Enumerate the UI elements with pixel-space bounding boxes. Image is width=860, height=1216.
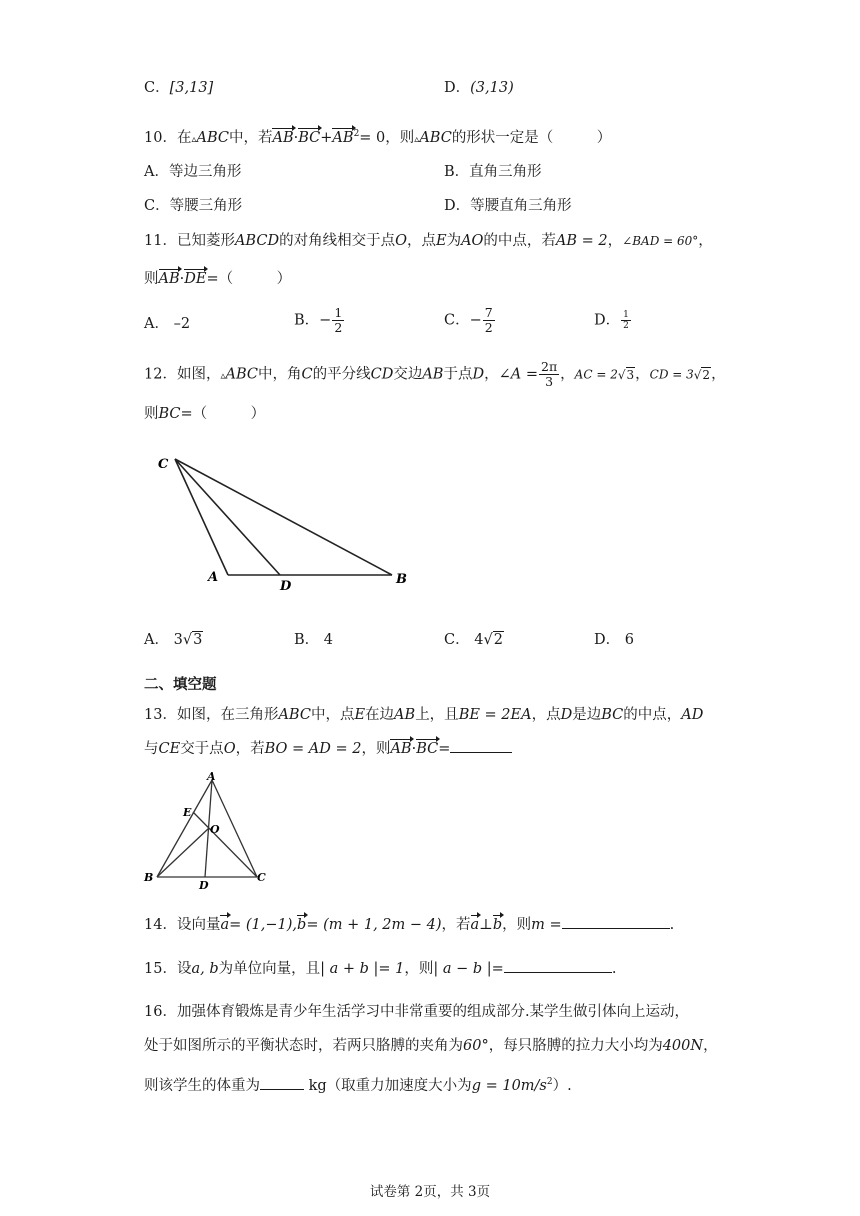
answer-blank[interactable] [450, 738, 512, 753]
q10-option-a: A．等边三角形 [144, 164, 242, 180]
text: ，点 [531, 707, 561, 723]
vector: DE [184, 271, 207, 287]
q11-option-c [444, 306, 496, 335]
text: ， [698, 233, 713, 249]
math: AC = 2 [574, 367, 618, 382]
coefficient: 3 [173, 632, 183, 648]
radicand: 3 [193, 632, 203, 648]
label-b: B [396, 572, 407, 587]
option-label: D． [444, 80, 471, 96]
coefficient: 4 [474, 632, 484, 648]
text: ）. [552, 1077, 572, 1094]
label-b: B [144, 871, 154, 884]
q12-option-b [294, 630, 333, 650]
triangle-icon: ▵ [191, 133, 197, 145]
option-label: D． [594, 312, 621, 329]
option-label: B． [294, 312, 320, 329]
vector: AB [272, 129, 294, 146]
math: ABC [278, 707, 311, 723]
text: · [293, 129, 299, 146]
vector: AB [332, 129, 354, 146]
text: 12．如图， [144, 366, 221, 383]
text: ， [635, 366, 650, 383]
label-a: A [208, 570, 219, 585]
text: 11．已知菱形 [144, 233, 235, 249]
text: = 0，则 [359, 129, 415, 146]
label-d: D [199, 879, 209, 890]
text: 在边 [365, 707, 395, 723]
text: 上，且 [415, 707, 459, 723]
text: ， [560, 366, 575, 383]
numerator: 2π [541, 359, 558, 374]
q15-stem [144, 958, 616, 979]
vector: a [220, 917, 230, 933]
text: ， [711, 366, 726, 383]
option-value: [3,13] [169, 80, 214, 96]
text: 15．设 [144, 961, 192, 977]
math: a, b [191, 961, 219, 977]
math: O [395, 233, 407, 249]
segment-ce [193, 812, 257, 877]
label-d: D [280, 579, 292, 594]
text: 为 [446, 233, 462, 249]
text: =（ ） [206, 271, 292, 287]
math: ∠BAD = 60° [622, 234, 699, 248]
q12-stem-line1 [144, 360, 726, 389]
text: ，则 [361, 741, 391, 757]
numerator: 1 [623, 310, 629, 320]
math: 60° [463, 1038, 489, 1054]
label-c: C [158, 457, 169, 472]
text: ，则 [404, 961, 434, 977]
radicand: 3 [626, 367, 635, 382]
text: 中，角 [257, 366, 302, 383]
sqrt: √3 [182, 632, 203, 648]
q16-stem-line2 [144, 1036, 718, 1056]
option-label: B． [294, 632, 320, 648]
math: m = [531, 917, 562, 933]
answer-blank[interactable] [504, 958, 612, 973]
q12-option-d [594, 630, 634, 650]
segment-cb [175, 459, 392, 575]
option-label: A． [144, 316, 169, 332]
option-label: C． [444, 632, 470, 648]
answer-blank[interactable] [562, 914, 670, 929]
option-value: 6 [624, 632, 634, 648]
vector: b [492, 917, 503, 933]
q9-option-c [144, 78, 213, 98]
vector: AB [158, 271, 180, 287]
text: ，每只胳膊的拉力大小均为 [488, 1038, 663, 1054]
vector: BC [298, 129, 321, 146]
q9-option-d [444, 78, 514, 98]
label-a: A [207, 770, 216, 783]
math: = (m + 1, 2m − 4) [306, 917, 442, 933]
q16-stem-line1: 16．加强体育锻炼是青少年生活学习中非常重要的组成部分.某学生做引体向上运动， [144, 1004, 690, 1020]
text: 则该学生的体重为 [144, 1077, 260, 1094]
option-label: C． [444, 312, 470, 329]
vector: AB [390, 741, 412, 757]
math: D [560, 707, 573, 723]
text: · [179, 271, 185, 287]
math: BC [601, 707, 624, 723]
math: ∠A = [498, 366, 538, 383]
q10-option-b: B．直角三角形 [444, 164, 542, 180]
text: 是边 [572, 707, 602, 723]
sign: − [469, 312, 482, 329]
math: E [435, 233, 447, 249]
segment-ab [157, 780, 212, 877]
q10-stem [144, 124, 611, 150]
denominator: 2 [623, 321, 629, 331]
text: 的形状一定是（ ） [451, 129, 612, 146]
text: ， [703, 1038, 718, 1054]
sqrt: √2 [693, 367, 711, 382]
radicand: 2 [493, 632, 503, 648]
math: | a + b |= 1 [320, 961, 405, 977]
option-value: (3,13) [470, 80, 514, 96]
math: BC [158, 406, 181, 422]
section-heading: 二、填空题 [144, 677, 217, 693]
denominator: 2 [334, 320, 343, 335]
triangle-icon: ▵ [414, 133, 420, 145]
text: . [611, 961, 617, 977]
q11-option-d [594, 310, 632, 331]
q11-stem-line1 [144, 231, 713, 251]
fraction [332, 306, 344, 335]
q14-stem [144, 914, 674, 935]
text: ， [484, 366, 499, 383]
exponent: 2 [546, 1077, 553, 1087]
math: CD = 3 [649, 367, 694, 382]
math: ABC [419, 129, 452, 146]
math: D [472, 366, 485, 383]
text: 中，点 [310, 707, 355, 723]
text: . [669, 917, 675, 933]
denominator: 2 [484, 320, 493, 335]
text: 则 [144, 406, 159, 422]
text: ⊥ [479, 917, 493, 933]
vector: BC [416, 741, 439, 757]
segment-bo [157, 828, 209, 877]
text: 的对角线相交于点 [279, 233, 396, 249]
text: 与 [144, 741, 159, 757]
math: E [354, 707, 366, 723]
q13-stem-line2 [144, 738, 512, 759]
text: + [320, 129, 333, 146]
label-o: O [210, 823, 220, 836]
math: BO = AD = 2 [264, 741, 362, 757]
text: 处于如图所示的平衡状态时，若两只胳膊的夹角为 [144, 1038, 463, 1054]
math: ABCD [234, 233, 280, 249]
q11-option-b [294, 306, 345, 335]
option-label: C． [144, 80, 170, 96]
answer-blank[interactable] [260, 1075, 304, 1090]
text: 13．如图，在三角形 [144, 707, 279, 723]
math: C [301, 366, 313, 383]
math: ABC [196, 129, 229, 146]
text: 为单位向量，且 [218, 961, 321, 977]
fraction [483, 306, 495, 335]
option-value: –2 [173, 316, 191, 332]
q11-stem-line2 [144, 269, 291, 289]
q12-stem-line2 [144, 404, 265, 424]
math: BE = 2EA [458, 707, 532, 723]
text: 交于点 [180, 741, 224, 757]
q16-stem-line3 [144, 1072, 572, 1096]
text: = [438, 741, 451, 757]
text: 10．在 [144, 129, 192, 146]
radicand: 2 [702, 367, 711, 382]
vector: b [297, 917, 307, 933]
sqrt: √3 [617, 367, 635, 382]
text: ，若 [235, 741, 265, 757]
fraction [539, 360, 559, 389]
text: 14．设向量 [144, 917, 221, 933]
text: 交边 [393, 366, 423, 383]
text: 于点 [443, 366, 473, 383]
sign: − [319, 312, 332, 329]
q13-triangle-figure [140, 768, 275, 890]
math: CE [158, 741, 181, 757]
sqrt: √2 [483, 632, 503, 648]
text: 的中点，若 [483, 233, 556, 249]
math: AB [394, 707, 416, 723]
math: = (1,−1), [229, 917, 298, 933]
text: 的中点， [623, 707, 682, 723]
q10-option-c: C．等腰三角形 [144, 198, 243, 214]
option-value: 4 [323, 632, 333, 648]
option-label: A． [144, 632, 169, 648]
text: ， [607, 233, 623, 249]
label-c: C [257, 871, 266, 884]
math: ABC [225, 366, 258, 383]
text: =（ ） [180, 406, 266, 422]
text: · [411, 741, 417, 757]
segment-cd [175, 459, 280, 575]
q13-stem-line1 [144, 705, 703, 725]
math: | a − b |= [433, 961, 504, 977]
text: 的平分线 [312, 366, 371, 383]
q10-option-d: D．等腰直角三角形 [444, 198, 572, 214]
math: AO [461, 233, 484, 249]
math: AB = 2 [555, 233, 608, 249]
fraction [621, 310, 631, 331]
text: kg [308, 1077, 327, 1094]
math: AB [422, 366, 444, 383]
q12-triangle-figure [150, 450, 420, 600]
text: ，若 [441, 917, 471, 933]
numerator: 7 [484, 305, 493, 320]
q12-option-c [444, 630, 504, 650]
text: 中，若 [228, 129, 273, 146]
text: ，则 [502, 917, 532, 933]
numerator: 1 [334, 305, 343, 320]
exponent: 2 [353, 129, 360, 139]
label-e: E [183, 806, 192, 819]
math: g = 10m/s [471, 1077, 547, 1094]
math: AD [681, 707, 704, 723]
text: 则 [144, 271, 159, 287]
math: 400N [662, 1038, 704, 1054]
text: ，点 [406, 233, 436, 249]
denominator: 3 [545, 374, 554, 389]
math: O [223, 741, 236, 757]
segment-ca [175, 459, 228, 575]
math: CD [370, 366, 394, 383]
option-label: D． [594, 632, 621, 648]
triangle-icon: ▵ [220, 370, 226, 382]
q11-option-a [144, 314, 190, 334]
page-footer: 试卷第 2页，共 3页 [369, 1184, 491, 1200]
q12-option-a [144, 630, 203, 650]
vector: a [470, 917, 480, 933]
text: （取重力加速度大小为 [326, 1077, 472, 1094]
